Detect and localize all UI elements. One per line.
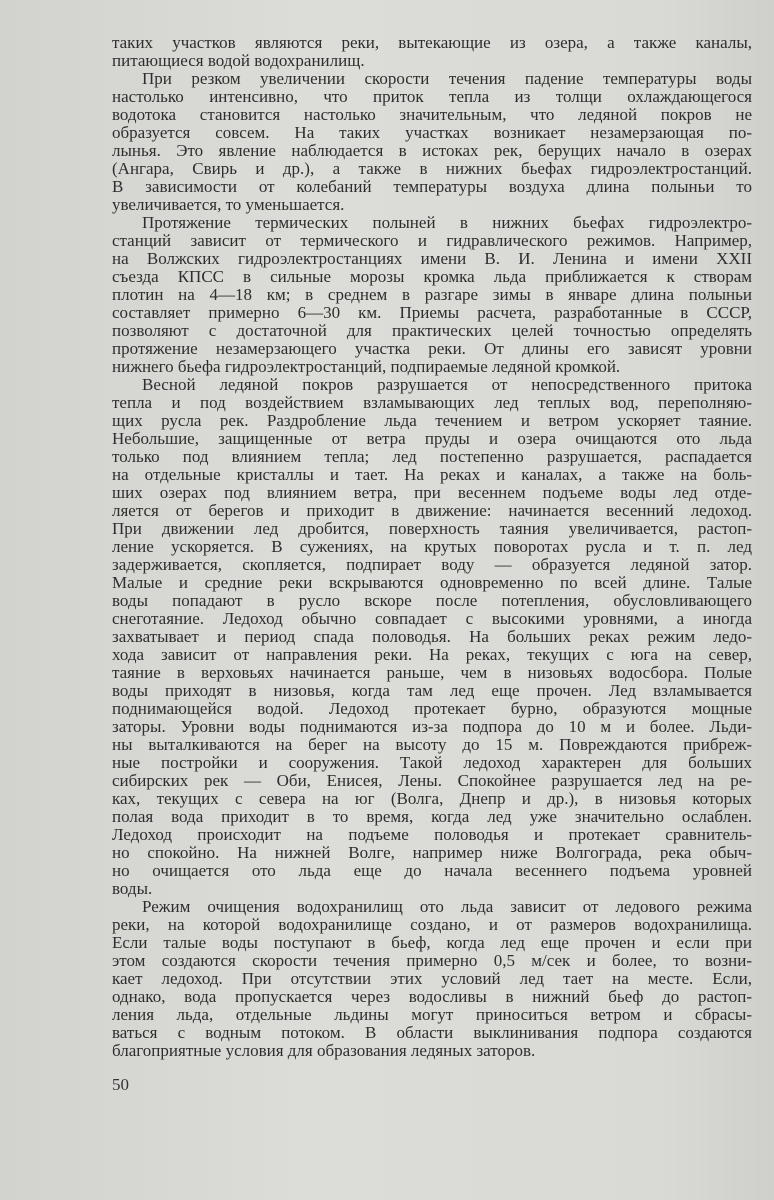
- page-body: [112, 34, 752, 1060]
- text-line: полая вода приходит в то время, когда лед уже значительно ослаблен.: [112, 807, 752, 826]
- text-line: поднимающейся водой. Ледоход протекает бурно, образуются мощные: [112, 699, 752, 718]
- text-line: только под влиянием тепла; лед постепенно разрушается, распадается: [112, 447, 752, 466]
- text-line: реки, на которой водохранилище создано, и от размеров водохранилища.: [112, 915, 752, 934]
- text-line: лынья. Это явление наблюдается в истоках рек, берущих начало в озерах: [112, 141, 752, 160]
- text-line: ках, текущих с севера на юг (Волга, Днепр и др.), в низовья которых: [112, 789, 752, 808]
- text-line: позволяют с достаточной для практических целей точностью определять: [112, 321, 752, 340]
- text-line: кает ледоход. При отсутствии этих условий лед тает на месте. Если,: [112, 969, 752, 988]
- text-line: При резком увеличении скорости течения падение температуры воды: [142, 69, 752, 88]
- text-line: Небольшие, защищенные от ветра пруды и озера очищаются ото льда: [112, 429, 752, 448]
- text-line: благоприятные условия для образования ледяных заторов.: [112, 1041, 536, 1060]
- text-line: задерживается, скопляется, подпирает воду — образуется ледяной затор.: [112, 555, 752, 574]
- text-line: таяние в верховьях начинается раньше, чем в низовьях водосбора. Полые: [112, 663, 752, 682]
- text-line: но очищается ото льда еще до начала весеннего подъема уровней: [112, 861, 752, 880]
- text-line: ны выталкиваются на берег на высоту до 15 м. Повреждаются прибреж-: [112, 735, 752, 754]
- text-line: ные постройки и сооружения. Такой ледоход характерен для больших: [112, 753, 752, 772]
- text-line: ляется от берегов и приходит в движение: начинается весенний ледоход.: [112, 501, 752, 520]
- text-line: однако, вода пропускается через водосливы в нижний бьеф до растоп-: [112, 987, 752, 1006]
- paragraph: [112, 214, 752, 376]
- text-line: сибирских рек — Оби, Енисея, Лены. Спокойнее разрушается лед на ре-: [112, 771, 752, 790]
- text-line: воды приходят в низовья, когда там лед еще прочен. Лед взламывается: [112, 681, 752, 700]
- text-line: ление ускоряется. В сужениях, на крутых поворотах русла и т. п. лед: [112, 537, 752, 556]
- paragraph: [112, 34, 752, 70]
- text-line: щих русла рек. Раздробление льда течением и ветром ускоряет таяние.: [112, 411, 752, 430]
- text-line: Малые и средние реки вскрываются одновременно по всей длине. Талые: [112, 573, 752, 592]
- text-line: на отдельные кристаллы и тает. На реках и каналах, а также на боль-: [112, 465, 752, 484]
- text-line: составляет примерно 6—30 км. Приемы расчета, разработанные в СССР,: [112, 303, 752, 322]
- text-line: станций зависит от термического и гидравлического режимов. Например,: [112, 231, 752, 250]
- text-line: ших озерах под влиянием ветра, при весеннем подъеме воды лед отде-: [112, 483, 752, 502]
- text-line: плотин на 4—18 км; в среднем в разгаре зимы в январе длина полыньи: [112, 285, 752, 304]
- text-line: При движении лед дробится, поверхность таяния увеличивается, растоп-: [112, 519, 752, 538]
- text-line: таких участков являются реки, вытекающие из озера, а также каналы,: [112, 33, 752, 52]
- text-line: заторы. Уровни воды поднимаются из-за подпора до 10 м и более. Льди-: [112, 717, 752, 736]
- text-line: воды попадают в русло вскоре после потепления, обусловливающего: [112, 591, 752, 610]
- text-line: на Волжских гидроэлектростанциях имени В. И. Ленина и имени XXII: [112, 249, 752, 268]
- text-line: воды.: [112, 879, 153, 898]
- text-line: протяжение незамерзающего участка реки. От длины его зависят уровни: [112, 339, 752, 358]
- paragraph: [112, 898, 752, 1060]
- paragraph: [112, 70, 752, 214]
- text-line: нижнего бьефа гидроэлектростанций, подпираемые ледяной кромкой.: [112, 357, 621, 376]
- text-line: увеличивается, то уменьшается.: [112, 195, 345, 214]
- text-line: ваться с водным потоком. В области выклинивания подпора создаются: [112, 1023, 752, 1042]
- text-line: Ледоход происходит на подъеме половодья и протекает сравнитель-: [112, 825, 752, 844]
- text-line: Протяжение термических полыней в нижних бьефах гидроэлектро-: [142, 213, 752, 232]
- text-line: но спокойно. На нижней Волге, например ниже Волгограда, река обыч-: [112, 843, 752, 862]
- text-line: Если талые воды поступают в бьеф, когда лед еще прочен и если при: [112, 933, 752, 952]
- text-line: образуется совсем. На таких участках возникает незамерзающая по-: [112, 123, 752, 142]
- text-line: водотока становится настолько значительным, что ледяной покров не: [112, 105, 752, 124]
- text-line: захватывает и период спада половодья. На больших реках режим ледо-: [112, 627, 752, 646]
- text-line: съезда КПСС в сильные морозы кромка льда приближается к створам: [112, 267, 752, 286]
- text-line: Режим очищения водохранилищ ото льда зависит от ледового режима: [142, 897, 752, 916]
- paragraph: [112, 376, 752, 898]
- text-line: тепла и под воздействием взламывающих лед теплых вод, переполняю-: [112, 393, 752, 412]
- text-line: хода зависит от направления реки. На реках, текущих с юга на север,: [112, 645, 752, 664]
- text-line: Весной ледяной покров разрушается от непосредственного притока: [142, 375, 752, 394]
- page-number: 50: [112, 1075, 129, 1094]
- text-line: этом создаются скорости течения примерно 0,5 м/сек и более, то возни-: [112, 951, 752, 970]
- text-line: настолько интенсивно, что приток тепла из толщи охлаждающегося: [112, 87, 752, 106]
- text-line: (Ангара, Свирь и др.), а также в нижних бьефах гидроэлектростанций.: [112, 159, 752, 178]
- text-line: питающиеся водой водохранилищ.: [112, 51, 365, 70]
- text-line: снеготаяние. Ледоход обычно совпадает с высокими уровнями, а иногда: [112, 609, 752, 628]
- text-line: ления льда, отдельные льдины могут приноситься ветром и сбрасы-: [112, 1005, 752, 1024]
- text-line: В зависимости от колебаний температуры воздуха длина полыньи то: [112, 177, 752, 196]
